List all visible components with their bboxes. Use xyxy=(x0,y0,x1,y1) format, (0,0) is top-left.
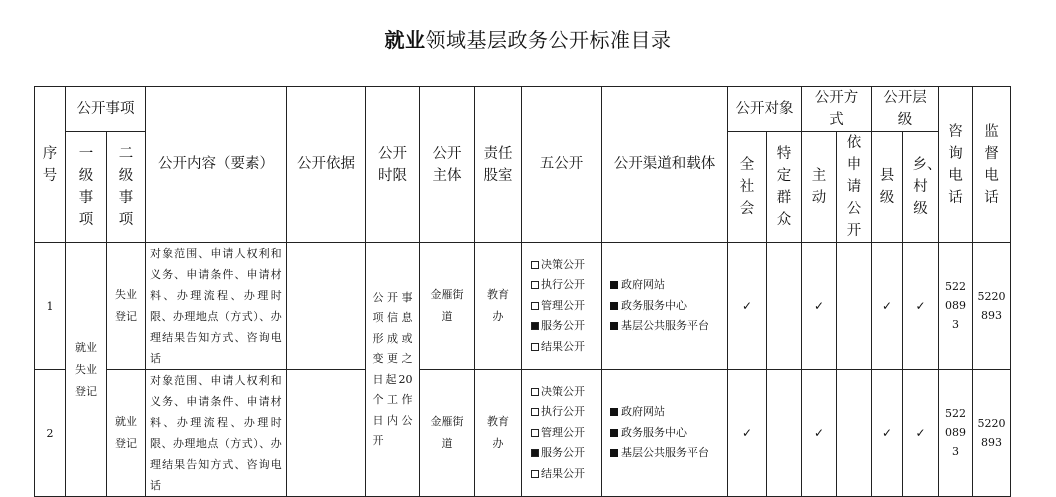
header-row-1 xyxy=(35,87,1011,132)
target-specific-mark xyxy=(767,370,802,497)
checkbox-icon xyxy=(531,343,539,351)
basis-cell xyxy=(287,370,366,497)
checkbox-icon xyxy=(531,429,539,437)
filled-square-icon xyxy=(610,302,618,310)
mode-request-mark xyxy=(837,370,872,497)
header-target-specific: 特定群众 xyxy=(767,132,802,243)
five-public-cell xyxy=(522,370,602,497)
subject-cell: 金雁街道 xyxy=(420,370,475,497)
title-rest: 领域基层政务公开标准目录 xyxy=(425,28,672,52)
basis-cell xyxy=(287,243,366,370)
mode-active-mark: ✓ xyxy=(802,370,837,497)
header-level-township: 乡、村级 xyxy=(903,132,939,243)
office-cell: 教育办 xyxy=(475,243,522,370)
filled-square-icon xyxy=(610,408,618,416)
channels-cell xyxy=(602,243,728,370)
channel-item: 政府网站 xyxy=(602,402,727,423)
checkbox-icon xyxy=(531,408,539,416)
checkbox-icon xyxy=(531,388,539,396)
header-time-limit: 公开时限 xyxy=(366,87,420,243)
header-subject: 公开主体 xyxy=(420,87,475,243)
content-cell: 对象范围、申请人权利和义务、申请条件、申请材料、办理流程、办理时限、办理地点（方式）、办理结果告知方式、咨询电话 xyxy=(146,370,287,497)
channel-item: 政务服务中心 xyxy=(602,296,727,317)
level-township-mark: ✓ xyxy=(903,243,939,370)
five-public-item: 决策公开 xyxy=(522,382,601,403)
filled-square-icon xyxy=(610,429,618,437)
five-public-item: 服务公开 xyxy=(522,316,601,337)
channel-item: 政务服务中心 xyxy=(602,423,727,444)
consult-phone: 5220893 xyxy=(939,370,973,497)
header-seq: 序号 xyxy=(35,87,66,243)
level2-item: 失业登记 xyxy=(107,243,146,370)
header-supervise: 监督电话 xyxy=(973,87,1011,243)
content-cell: 对象范围、申请人权利和义务、申请条件、申请材料、办理流程、办理时限、办理地点（方式）、办理结果告知方式、咨询电话 xyxy=(146,243,287,370)
header-office: 责任股室 xyxy=(475,87,522,243)
mode-request-mark xyxy=(837,243,872,370)
filled-square-icon xyxy=(610,322,618,330)
channel-item: 基层公共服务平台 xyxy=(602,316,727,337)
header-target-all: 全社会 xyxy=(728,132,767,243)
header-channels: 公开渠道和载体 xyxy=(602,87,728,243)
row-seq: 1 xyxy=(35,243,66,370)
five-public-item: 执行公开 xyxy=(522,402,601,423)
level-county-mark: ✓ xyxy=(872,370,903,497)
target-all-mark: ✓ xyxy=(728,243,767,370)
supervise-phone: 5220893 xyxy=(973,243,1011,370)
office-cell: 教育办 xyxy=(475,370,522,497)
header-five-public: 五公开 xyxy=(522,87,602,243)
checkbox-checked-icon xyxy=(531,322,539,330)
checkbox-icon xyxy=(531,302,539,310)
header-level-county: 县级 xyxy=(872,132,903,243)
level1-item: 就业失业登记 xyxy=(66,243,107,497)
channel-item: 基层公共服务平台 xyxy=(602,443,727,464)
supervise-phone: 5220893 xyxy=(973,370,1011,497)
header-level-group: 公开层级 xyxy=(872,87,939,132)
row-seq: 2 xyxy=(35,370,66,497)
checkbox-icon xyxy=(531,281,539,289)
five-public-item: 结果公开 xyxy=(522,464,601,485)
catalog-table xyxy=(34,86,1011,497)
title-bold: 就业 xyxy=(384,28,426,52)
five-public-cell xyxy=(522,243,602,370)
header-mode-request: 依申请公开 xyxy=(837,132,872,243)
table-row xyxy=(35,370,1011,497)
target-specific-mark xyxy=(767,243,802,370)
header-level2: 二级事项 xyxy=(107,132,146,243)
filled-square-icon xyxy=(610,449,618,457)
checkbox-icon xyxy=(531,261,539,269)
mode-active-mark: ✓ xyxy=(802,243,837,370)
subject-cell: 金雁街道 xyxy=(420,243,475,370)
filled-square-icon xyxy=(610,281,618,289)
channels-cell xyxy=(602,370,728,497)
five-public-item: 管理公开 xyxy=(522,423,601,444)
header-mode-group: 公开方式 xyxy=(802,87,872,132)
table-row xyxy=(35,243,1011,370)
level-county-mark: ✓ xyxy=(872,243,903,370)
five-public-item: 执行公开 xyxy=(522,275,601,296)
five-public-item: 服务公开 xyxy=(522,443,601,464)
five-public-item: 决策公开 xyxy=(522,255,601,276)
level2-item: 就业登记 xyxy=(107,370,146,497)
five-public-item: 管理公开 xyxy=(522,296,601,317)
header-target-group: 公开对象 xyxy=(728,87,802,132)
header-consult: 咨询电话 xyxy=(939,87,973,243)
time-limit-cell: 公开事项信息形成或变更之日起20个工作日内公开 xyxy=(366,243,420,497)
five-public-item: 结果公开 xyxy=(522,337,601,358)
target-all-mark: ✓ xyxy=(728,370,767,497)
header-items-group: 公开事项 xyxy=(66,87,146,132)
page-title xyxy=(0,24,1056,53)
channel-item: 政府网站 xyxy=(602,275,727,296)
level-township-mark: ✓ xyxy=(903,370,939,497)
header-content: 公开内容（要素） xyxy=(146,87,287,243)
checkbox-checked-icon xyxy=(531,449,539,457)
checkbox-icon xyxy=(531,470,539,478)
header-basis: 公开依据 xyxy=(287,87,366,243)
header-level1: 一级事项 xyxy=(66,132,107,243)
consult-phone: 5220893 xyxy=(939,243,973,370)
header-mode-active: 主动 xyxy=(802,132,837,243)
